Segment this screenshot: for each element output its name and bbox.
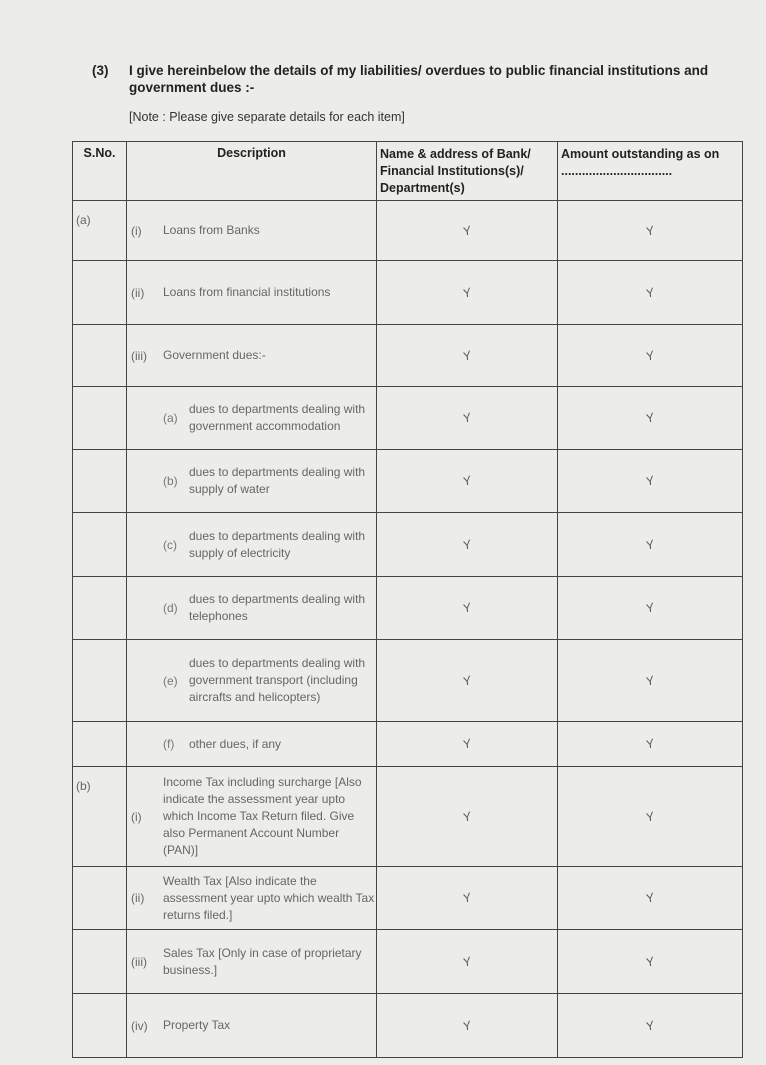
row-sno <box>73 513 127 577</box>
description-wrap <box>127 464 376 498</box>
header-description: Description <box>127 142 377 201</box>
table-row <box>73 450 743 513</box>
alpha-label: (f) <box>163 737 175 751</box>
row-bank-mark <box>377 640 558 722</box>
row-description <box>127 930 377 994</box>
row-amount-mark <box>558 325 743 387</box>
handwritten-mark: Y <box>461 953 473 970</box>
row-description <box>127 387 377 450</box>
row-sno <box>73 325 127 387</box>
handwritten-mark: Y <box>461 347 473 364</box>
table-body <box>73 201 743 1058</box>
row-bank-mark <box>377 577 558 640</box>
row-sno <box>73 722 127 767</box>
description-wrap <box>127 774 376 859</box>
handwritten-mark: Y <box>461 672 473 689</box>
row-description <box>127 722 377 767</box>
handwritten-mark: Y <box>644 672 656 689</box>
section-heading-text: I give hereinbelow the details of my liabilities/ overdues to public financial institutions and government dues :- <box>129 63 709 95</box>
row-sno <box>73 640 127 722</box>
row-bank-mark <box>377 325 558 387</box>
row-amount-mark <box>558 867 743 930</box>
row-amount-mark <box>558 577 743 640</box>
row-sno: (b) <box>73 767 127 867</box>
handwritten-mark: Y <box>644 473 656 489</box>
handwritten-mark: Y <box>461 536 473 553</box>
row-sno <box>73 930 127 994</box>
table-row <box>73 994 743 1058</box>
handwritten-mark: Y <box>461 808 473 825</box>
row-sno <box>73 450 127 513</box>
description-wrap <box>127 401 376 435</box>
row-amount-mark <box>558 513 743 577</box>
description-wrap <box>127 873 376 924</box>
roman-numeral: (i) <box>131 809 142 824</box>
handwritten-mark: Y <box>461 890 473 906</box>
table-row <box>73 325 743 387</box>
row-sno <box>73 994 127 1058</box>
handwritten-mark: Y <box>461 1017 473 1034</box>
description-wrap <box>127 284 376 301</box>
description-text: dues to departments dealing with supply of water <box>189 465 366 496</box>
roman-numeral: (i) <box>131 223 142 238</box>
row-bank-mark <box>377 261 558 325</box>
row-bank-mark <box>377 867 558 930</box>
description-wrap <box>127 347 376 364</box>
handwritten-mark: Y <box>644 284 656 301</box>
table-row <box>73 640 743 722</box>
row-sno <box>73 261 127 325</box>
roman-numeral: (iv) <box>131 1018 148 1033</box>
alpha-label: (e) <box>163 673 178 688</box>
handwritten-mark: Y <box>461 736 473 752</box>
description-wrap <box>127 222 376 239</box>
handwritten-mark: Y <box>461 410 473 426</box>
row-description <box>127 201 377 261</box>
handwritten-mark: Y <box>644 600 656 616</box>
description-text: dues to departments dealing with supply of electricity <box>189 528 366 560</box>
handwritten-mark: Y <box>461 222 473 239</box>
description-wrap <box>127 736 376 753</box>
roman-numeral: (iii) <box>131 348 147 363</box>
table-row <box>73 722 743 767</box>
handwritten-mark: Y <box>644 410 656 426</box>
alpha-label: (d) <box>163 601 178 615</box>
table-row <box>73 261 743 325</box>
description-text: dues to departments dealing with government transport (including aircrafts and helicopters) <box>189 656 366 704</box>
section-number: (3) <box>92 63 109 78</box>
row-sno <box>73 387 127 450</box>
description-wrap <box>127 528 376 562</box>
row-amount-mark <box>558 450 743 513</box>
table-row <box>73 930 743 994</box>
row-amount-mark <box>558 201 743 261</box>
row-sno <box>73 577 127 640</box>
row-sno: (a) <box>73 201 127 261</box>
row-sno <box>73 867 127 930</box>
row-description <box>127 450 377 513</box>
row-amount-mark <box>558 767 743 867</box>
row-bank-mark <box>377 450 558 513</box>
row-amount-mark <box>558 261 743 325</box>
description-text: dues to departments dealing with government accommodation <box>189 402 366 433</box>
handwritten-mark: Y <box>644 808 656 825</box>
description-text: Government dues:- <box>163 348 266 362</box>
handwritten-mark: Y <box>644 1017 656 1034</box>
row-description <box>127 867 377 930</box>
table-header-row <box>73 142 743 201</box>
header-sno: S.No. <box>73 142 127 201</box>
handwritten-mark: Y <box>644 347 656 364</box>
row-description <box>127 767 377 867</box>
description-text: Loans from financial institutions <box>163 285 331 299</box>
row-description <box>127 640 377 722</box>
row-description <box>127 261 377 325</box>
row-description <box>127 994 377 1058</box>
row-amount-mark <box>558 994 743 1058</box>
description-text: Loans from Banks <box>163 223 260 237</box>
roman-numeral: (ii) <box>131 891 145 905</box>
row-bank-mark <box>377 201 558 261</box>
table-row <box>73 387 743 450</box>
description-wrap <box>127 945 376 979</box>
description-text: Wealth Tax [Also indicate the assessment year upto which wealth Tax returns filed.] <box>163 873 375 922</box>
table-row <box>73 201 743 261</box>
handwritten-mark: Y <box>644 536 656 553</box>
handwritten-mark: Y <box>644 890 656 906</box>
description-text: Property Tax <box>163 1018 231 1032</box>
header-amount: Amount outstanding as on ................................ <box>558 142 743 201</box>
liabilities-table <box>72 141 743 1058</box>
row-description <box>127 513 377 577</box>
row-bank-mark <box>377 930 558 994</box>
handwritten-mark: Y <box>461 473 473 489</box>
roman-numeral: (iii) <box>131 954 147 969</box>
handwritten-mark: Y <box>461 284 473 301</box>
description-text: Income Tax including surcharge [Also indicate the assessment year upto which Income Tax Return filed. Give also Permanent Account Number (PAN)] <box>163 775 362 857</box>
note-text: [Note : Please give separate details for each item] <box>129 110 405 124</box>
handwritten-mark: Y <box>644 222 656 239</box>
description-text: Sales Tax [Only in case of proprietary business.] <box>163 945 362 977</box>
description-wrap <box>127 1017 376 1034</box>
row-description <box>127 577 377 640</box>
row-bank-mark <box>377 722 558 767</box>
handwritten-mark: Y <box>644 736 656 752</box>
handwritten-mark: Y <box>644 953 656 970</box>
row-description <box>127 325 377 387</box>
row-bank-mark <box>377 387 558 450</box>
description-text: dues to departments dealing with telephones <box>189 592 366 623</box>
row-bank-mark <box>377 513 558 577</box>
alpha-label: (c) <box>163 537 177 552</box>
row-amount-mark <box>558 640 743 722</box>
description-text: other dues, if any <box>189 736 282 751</box>
table-row <box>73 867 743 930</box>
row-bank-mark <box>377 994 558 1058</box>
table-row <box>73 767 743 867</box>
row-amount-mark <box>558 722 743 767</box>
alpha-label: (b) <box>163 474 178 488</box>
description-wrap <box>127 591 376 625</box>
alpha-label: (a) <box>163 411 178 425</box>
row-amount-mark <box>558 387 743 450</box>
roman-numeral: (ii) <box>131 285 145 300</box>
table-row <box>73 577 743 640</box>
row-bank-mark <box>377 767 558 867</box>
handwritten-mark: Y <box>461 600 473 616</box>
header-bank: Name & address of Bank/ Financial Institutions(s)/ Department(s) <box>377 142 558 201</box>
description-wrap <box>127 655 376 706</box>
row-amount-mark <box>558 930 743 994</box>
table-row <box>73 513 743 577</box>
